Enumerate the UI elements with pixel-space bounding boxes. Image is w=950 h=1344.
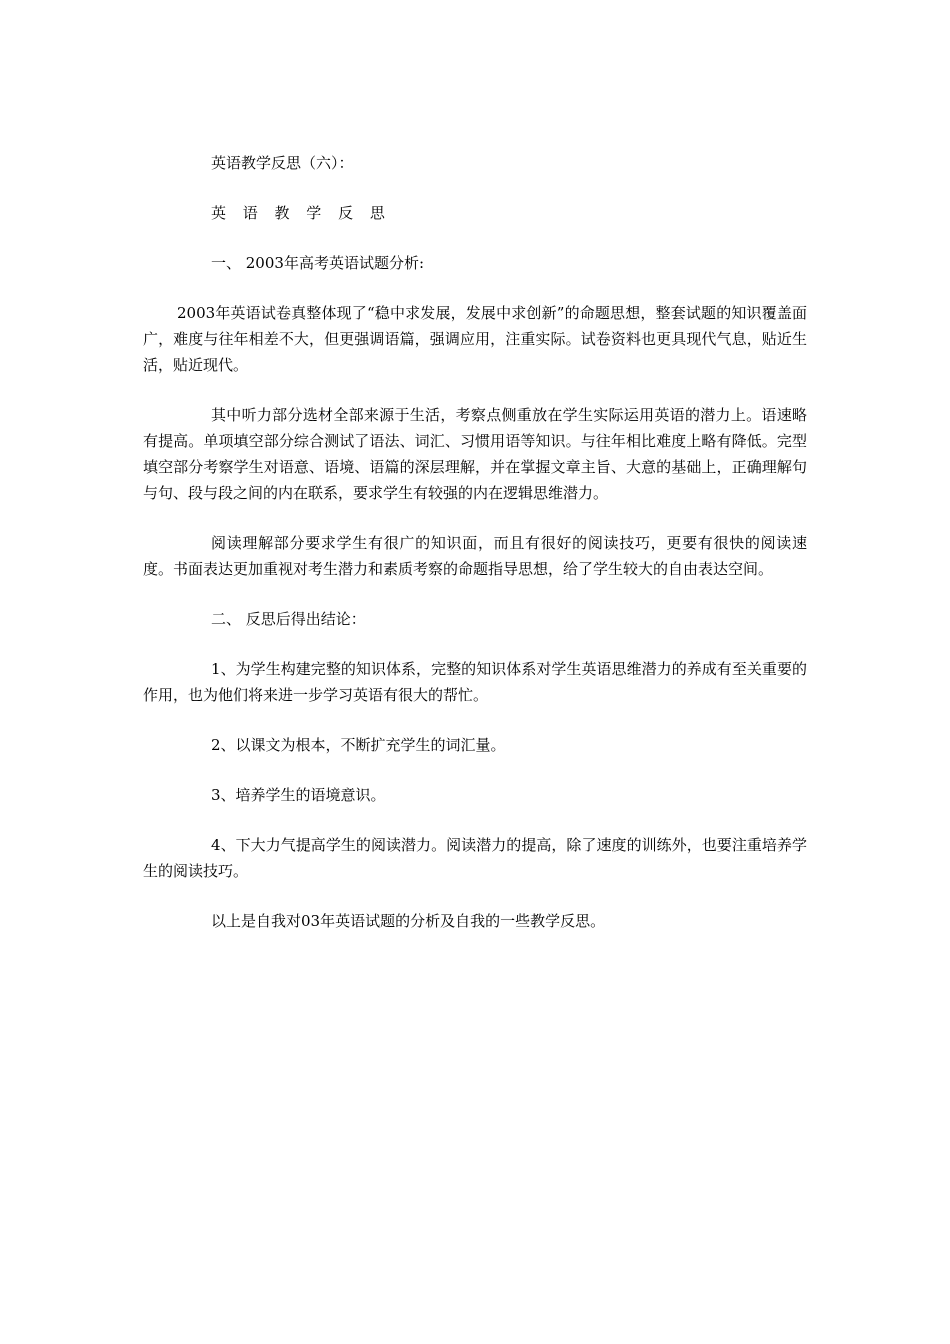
- conclusion-item-4: 4、下大力气提高学生的阅读潜力。阅读潜力的提高，除了速度的训练外，也要注重培养学生的阅读技巧。: [143, 836, 807, 880]
- document-subtitle: 英 语 教 学 反 思: [211, 204, 391, 222]
- conclusion-item-2: 2、以课文为根本，不断扩充学生的词汇量。: [211, 736, 506, 754]
- section1-heading: 一、 2003年高考英语试题分析:: [211, 254, 424, 272]
- section1-paragraph-3: 阅读理解部分要求学生有很广的知识面，而且有很好的阅读技巧，更要有很快的阅读速度。书面表达更加重视对考生潜力和素质考察的命题指导思想，给了学生较大的自由表达空间。: [143, 534, 807, 578]
- document-title: 英语教学反思（六）：: [211, 154, 354, 172]
- closing-paragraph: 以上是自我对03年英语试题的分析及自我的一些教学反思。: [211, 912, 606, 930]
- section1-paragraph-2: 其中听力部分选材全部来源于生活，考察点侧重放在学生实际运用英语的潜力上。语速略有提高。单项填空部分综合测试了语法、词汇、习惯用语等知识。与往年相比难度上略有降低。完型填空部分考察学生对语意、语境、语篇的深层理解，并在掌握文章主旨、大意的基础上，正确理解句与句、段与段之间的内在联系，要求学生有较强的内在逻辑思维潜力。: [143, 406, 807, 502]
- section1-paragraph-1: 2003年英语试卷真整体现了“稳中求发展，发展中求创新”的命题思想，整套试题的知识覆盖面广，难度与往年相差不大，但更强调语篇，强调应用，注重实际。试卷资料也更具现代气息，贴近生活，贴近现代。: [143, 304, 807, 374]
- section2-heading: 二、 反思后得出结论：: [211, 610, 366, 628]
- conclusion-item-1: 1、为学生构建完整的知识体系，完整的知识体系对学生英语思维潜力的养成有至关重要的作用，也为他们将来进一步学习英语有很大的帮忙。: [143, 660, 807, 704]
- conclusion-item-3: 3、培养学生的语境意识。: [211, 786, 386, 804]
